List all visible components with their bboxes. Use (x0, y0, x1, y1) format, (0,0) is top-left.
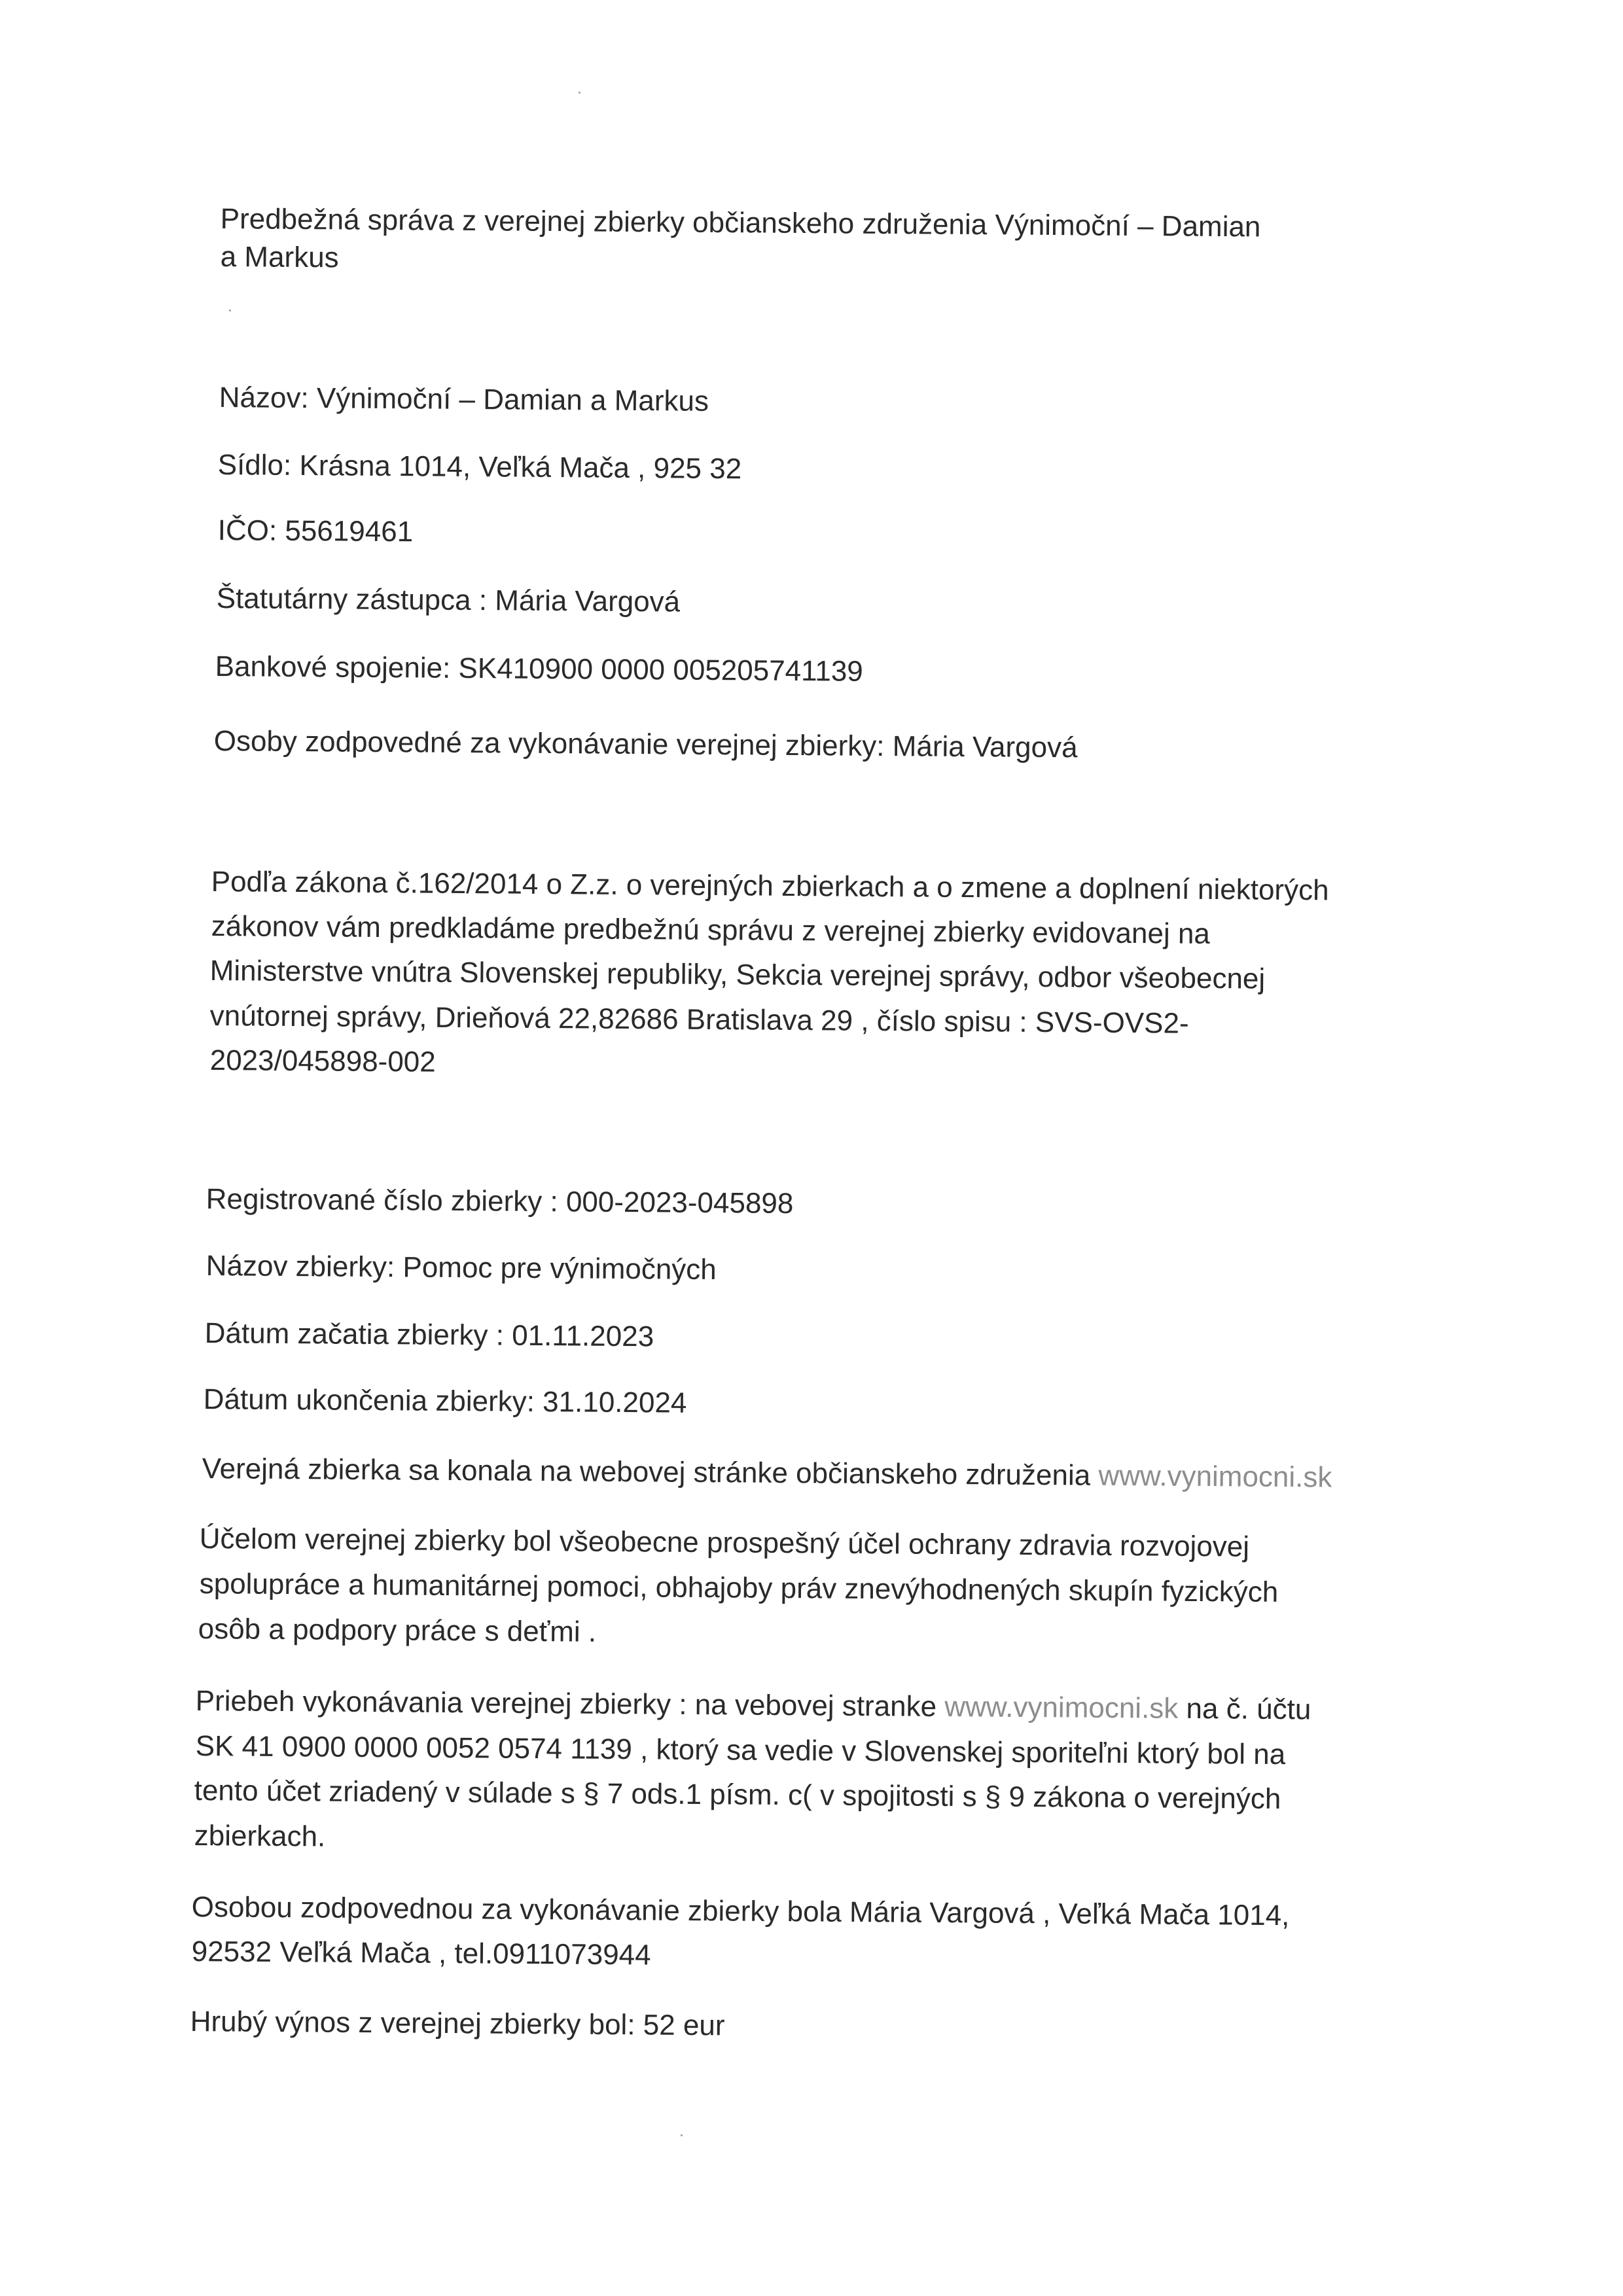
intro-line-3: Ministerstve vnútra Slovenskej republiky, Sekcia verejnej správy, odbor všeobecnej (209, 954, 1266, 995)
collection-start-date: Dátum začatia zbierky : 01.11.2023 (204, 1316, 654, 1353)
document-title-line-1: Predbežná správa z verejnej zbierky občianskeho združenia Výnimoční – Damian (220, 202, 1261, 243)
responsible-person-line-2: 92532 Veľká Mača , tel.0911073944 (191, 1935, 651, 1971)
procedure-text-post: na č. účtu (1186, 1692, 1311, 1726)
gross-revenue: Hrubý výnos z verejnej zbierky bol: 52 eur (190, 2005, 725, 2042)
procedure-line-2: SK 41 0900 0000 0052 0574 1139 , ktorý sa vedie v Slovenskej sporiteľni ktorý bol na (195, 1729, 1286, 1771)
procedure-text-pre: Priebeh vykonávania verejnej zbierky : na vebovej stranke (195, 1684, 937, 1723)
collection-name: Názov zbierky: Pomoc pre výnimočných (205, 1249, 717, 1286)
statutory-representative: Štatutárny zástupca : Mária Vargová (216, 582, 681, 618)
organization-name: Názov: Výnimoční – Damian a Markus (219, 381, 709, 417)
document-title-line-2: a Markus (220, 240, 339, 274)
collection-venue-text: Verejná zbierka sa konala na webovej stránke občianskeho združenia (202, 1452, 1091, 1492)
procedure-line-3: tento účet zriadený v súlade s § 7 ods.1 písm. c( v spojitosti s § 9 zákona o verejných (194, 1774, 1281, 1816)
purpose-line-1: Účelom verejnej zbierky bol všeobecne prospešný účel ochrany zdravia rozvojovej (199, 1522, 1250, 1563)
scan-speck (579, 92, 580, 94)
purpose-line-2: spolupráce a humanitárnej pomoci, obhajoby práv znevýhodnených skupín fyzických (199, 1567, 1279, 1608)
collection-end-date: Dátum ukončenia zbierky: 31.10.2024 (203, 1383, 687, 1419)
intro-line-1: Podľa zákona č.162/2014 o Z.z. o verejných zbierkach a o zmene a doplnení niektorých (211, 865, 1329, 907)
responsible-person-line-1: Osobou zodpovednou za vykonávanie zbierky bola Mária Vargová , Veľká Mača 1014, (191, 1890, 1290, 1932)
website-link[interactable]: www.vynimocni.sk (944, 1690, 1179, 1725)
intro-line-4: vnútornej správy, Drieňová 22,82686 Bratislava 29 , číslo spisu : SVS-OVS2- (209, 999, 1189, 1040)
intro-line-5: 2023/045898-002 (209, 1044, 436, 1078)
organization-seat: Sídlo: Krásna 1014, Veľká Mača , 925 32 (217, 448, 742, 486)
website-link[interactable]: www.vynimocni.sk (1098, 1459, 1332, 1494)
collection-venue (202, 1446, 1332, 1501)
scan-speck (229, 309, 231, 311)
scan-speck (681, 2134, 683, 2136)
bank-connection: Bankové spojenie: SK410900 0000 005205741139 (215, 650, 863, 688)
collection-registration-number: Registrované číslo zbierky : 000-2023-045898 (205, 1182, 794, 1220)
responsible-persons: Osoby zodpovedné za vykonávanie verejnej zbierky: Mária Vargová (213, 724, 1078, 764)
procedure-line-4: zbierkach. (194, 1819, 326, 1853)
organization-ico: IČO: 55619461 (217, 514, 414, 548)
purpose-line-3: osôb a podpory práce s deťmi . (198, 1612, 597, 1648)
intro-line-2: zákonov vám predkladáme predbežnú správu z verejnej zbierky evidovanej na (211, 910, 1211, 950)
